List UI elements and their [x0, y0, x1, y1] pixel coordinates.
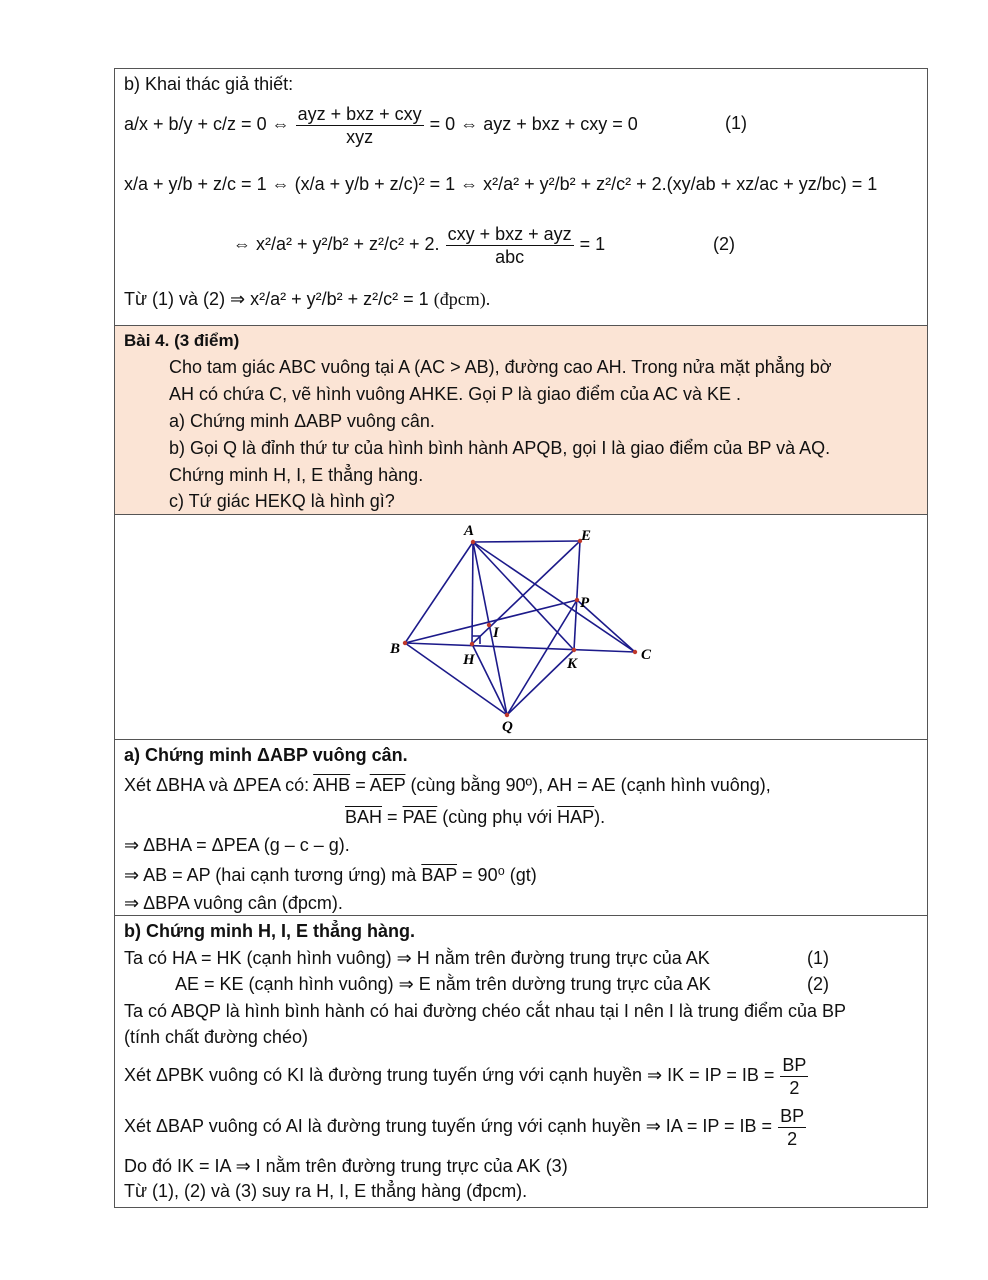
problem-statement-cell: [115, 326, 927, 515]
part-b-line8: Từ (1), (2) và (3) suy ra H, I, E thẳng hàng (đpcm).: [124, 1181, 528, 1201]
label-C: C: [641, 647, 652, 663]
eq1-frac-den: xyz: [346, 126, 374, 147]
conclusion-expr: x²/a² + y²/b² + z²/c² = 1: [250, 289, 429, 309]
eq1-left: a/x + b/y + c/z = 0 ⇔: [124, 114, 290, 134]
l1-eq: =: [355, 775, 366, 795]
figure-lines: [405, 541, 635, 715]
part-b-line7: Do đó IK = IA ⇒ I nằm trên đường trung trực của AK (3): [124, 1156, 568, 1176]
conclusion-suffix: (đpcm).: [433, 289, 491, 309]
label-A: A: [464, 523, 475, 539]
part-a-line3: ⇒ ΔBHA = ΔPEA (g – c – g).: [124, 835, 350, 855]
problem-p1: Cho tam giác ABC vuông tại A (AC > AB), đường cao AH. Trong nửa mặt phẳng bờ: [169, 357, 832, 377]
eq1-fraction: [296, 103, 424, 148]
part-a-line5: ⇒ ΔBPA vuông cân (đpcm).: [124, 893, 343, 913]
eq2: x/a + y/b + z/c = 1 ⇔ (x/a + y/b + z/c)² = 1 ⇔ x²/a² + y²/b² + z²/c² + 2.(xy/ab + xz/ac + yz/bc) = 1: [124, 174, 878, 194]
problem-p5: Chứng minh H, I, E thẳng hàng.: [169, 465, 424, 485]
part-a-line1: [124, 774, 771, 796]
label-E: E: [581, 528, 592, 544]
l4-suffix: = 90⁰ (gt): [462, 865, 537, 885]
l1-suffix: (cùng bằng 90º), AH = AE (cạnh hình vuông),: [410, 775, 771, 795]
eq3-frac-den: abc: [495, 246, 525, 267]
part-a-line2: [345, 806, 605, 828]
eq1-tag: (1): [725, 113, 747, 133]
problem-p2: AH có chứa C, vẽ hình vuông AHKE. Gọi P là giao điểm của AC và KE .: [169, 384, 742, 404]
part-b-line2-tag: (2): [807, 974, 829, 994]
part-a-heading: a) Chứng minh ΔABP vuông cân.: [124, 745, 408, 765]
angle-HAP: $\overline{HAP}$: [557, 807, 595, 827]
l2-mid: (cùng phụ với: [442, 807, 553, 827]
angle-PAE: $\overline{PAE}$: [402, 807, 438, 827]
l6-num: BP: [780, 1105, 805, 1126]
eq1-right: = 0 ⇔ ayz + bxz + cxy = 0: [429, 114, 638, 134]
eq3-left: ⇔ x²/a² + y²/b² + z²/c² + 2.: [233, 234, 440, 254]
label-B: B: [390, 641, 401, 657]
part-b-line4: (tính chất đường chéo): [124, 1027, 308, 1047]
eq3-right: = 1: [579, 234, 606, 254]
prev-solution-cell: [115, 69, 927, 326]
prev-conclusion: [124, 288, 490, 310]
solution-page: [114, 68, 928, 1208]
l1-prefix: Xét ΔBHA và ΔPEA có:: [124, 775, 310, 795]
problem-p6: c) Tứ giác HEKQ là hình gì?: [169, 491, 395, 511]
problem-p3: a) Chứng minh ΔABP vuông cân.: [169, 411, 435, 431]
angle-BAH: $\overline{BAH}$: [345, 807, 383, 827]
part-b-line5: [124, 1050, 809, 1100]
part-b-line3: Ta có ABQP là hình bình hành có hai đường chéo cắt nhau tại I nên I là trung điểm của BP: [124, 1001, 846, 1021]
eq3-tag: (2): [713, 234, 735, 254]
angle-BAP: $\overline{BAP}$: [421, 865, 458, 885]
conclusion-prefix: Từ (1) và (2) ⇒: [124, 289, 246, 309]
l6-text: Xét ΔBAP vuông có AI là đường trung tuyến ứng với cạnh huyền ⇒ IA = IP = IB =: [124, 1116, 773, 1136]
part-b-cell: [115, 916, 927, 1207]
label-K: K: [567, 656, 578, 672]
part-b-line6: [124, 1101, 807, 1151]
l2-eq: =: [387, 807, 398, 827]
l5-text: Xét ΔPBK vuông có KI là đường trung tuyến ứng với cạnh huyền ⇒ IK = IP = IB =: [124, 1065, 775, 1085]
l5-fraction: [780, 1054, 808, 1099]
eq3: [233, 219, 605, 269]
l2-end: ).: [594, 807, 606, 827]
angle-AHB: $\overline{AHB}$: [313, 775, 351, 795]
figure-points: [403, 539, 637, 717]
l6-den: 2: [787, 1128, 798, 1149]
problem-title: Bài 4. (3 điểm): [124, 331, 240, 350]
angle-AEP: $\overline{AEP}$: [369, 775, 406, 795]
label-Q: Q: [502, 719, 513, 735]
prev-heading: b) Khai thác giả thiết:: [124, 74, 294, 94]
figure-cell: [115, 515, 927, 740]
l5-num: BP: [782, 1054, 807, 1075]
l5-den: 2: [789, 1077, 800, 1098]
eq1-frac-num: ayz + bxz + cxy: [297, 103, 422, 124]
label-H: H: [463, 652, 475, 668]
l4-prefix: ⇒ AB = AP (hai cạnh tương ứng) mà: [124, 865, 417, 885]
label-I: I: [493, 625, 499, 641]
part-b-heading: b) Chứng minh H, I, E thẳng hàng.: [124, 921, 416, 941]
l6-fraction: [778, 1105, 806, 1150]
geometry-figure: [115, 515, 927, 740]
eq1: [124, 99, 638, 149]
eq3-frac-num: cxy + bxz + ayz: [447, 223, 572, 244]
eq3-fraction: [446, 223, 574, 268]
part-b-line2: AE = KE (cạnh hình vuông) ⇒ E nằm trên dường trung trực của AK: [175, 974, 711, 994]
part-b-line1: Ta có HA = HK (cạnh hình vuông) ⇒ H nằm trên đường trung trực của AK: [124, 948, 710, 968]
label-P: P: [580, 595, 590, 611]
part-b-line1-tag: (1): [807, 948, 829, 968]
problem-p4: b) Gọi Q là đỉnh thứ tư của hình bình hành APQB, gọi I là giao điểm của BP và AQ.: [169, 438, 831, 458]
part-a-line4: [124, 864, 537, 886]
part-a-cell: [115, 740, 927, 916]
